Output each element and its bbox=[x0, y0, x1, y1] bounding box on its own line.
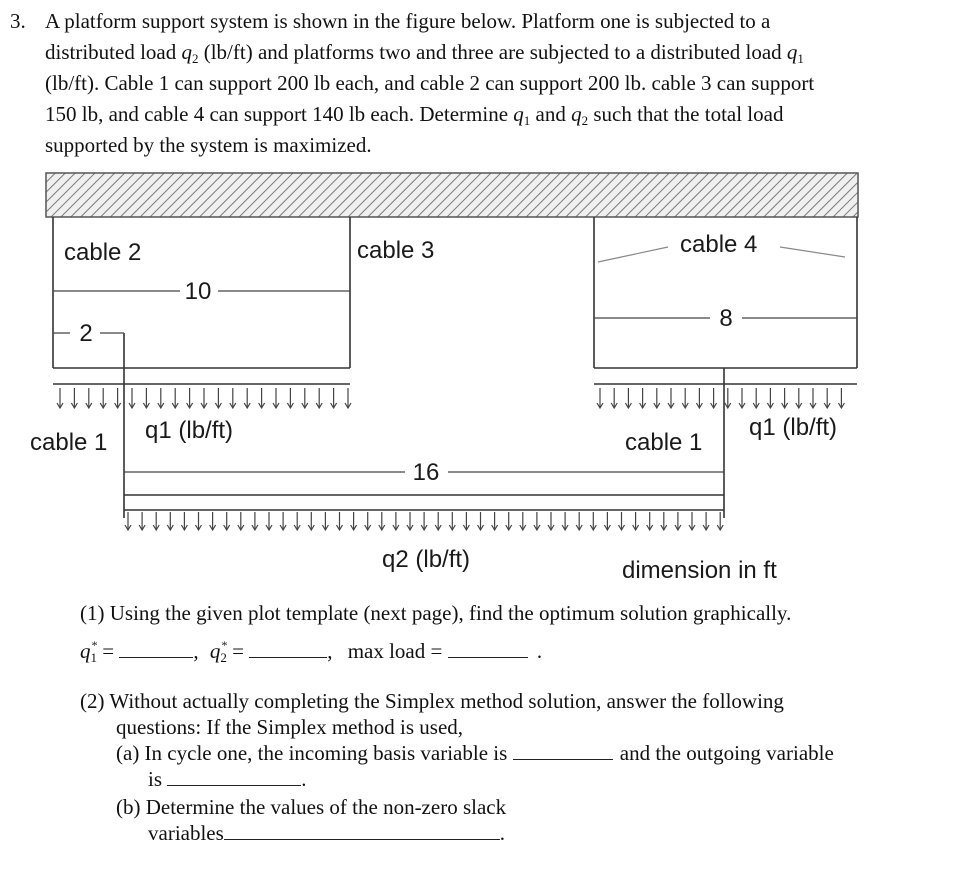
equals-sign: = bbox=[102, 639, 115, 663]
platform-one bbox=[124, 495, 724, 510]
problem-number: 3. bbox=[10, 9, 26, 33]
q2-symbol: $q_2$ bbox=[181, 40, 199, 66]
cable-3-label: cable 3 bbox=[357, 237, 435, 264]
platform-two bbox=[53, 368, 350, 384]
problem-line-4-a: 150 lb, and cable 4 can support 140 lb each. Determine bbox=[45, 102, 509, 126]
problem-line-1: A platform support system is shown in the figure below. Platform one is subjected to a bbox=[45, 9, 771, 33]
problem-line-2-a: distributed load bbox=[45, 40, 177, 64]
q1-symbol: $q_1$ bbox=[786, 40, 804, 66]
part-2-intro-2: questions: If the Simplex method is used, bbox=[116, 715, 464, 739]
part-2b-line-2: variables . bbox=[148, 821, 506, 845]
q2-label: q2 (lb/ft) bbox=[382, 546, 471, 573]
q2-load-arrows-platform-one bbox=[125, 512, 723, 530]
part-1-text: (1) Using the given plot template (next page), find the optimum solution graphically. bbox=[80, 601, 792, 625]
dimension-16-label: 16 bbox=[412, 459, 440, 486]
max-load-answer-blank[interactable] bbox=[448, 639, 528, 658]
q1-symbol: $q_1$ bbox=[513, 102, 531, 128]
incoming-variable-blank[interactable] bbox=[513, 741, 613, 760]
problem-line-2-b: (lb/ft) and platforms two and three are subjected to a distributed load bbox=[203, 40, 782, 64]
cable-4-label: cable 4 bbox=[680, 231, 758, 258]
ceiling-support bbox=[46, 173, 858, 217]
platform-three bbox=[594, 368, 857, 384]
part-2-intro-1: (2) Without actually completing the Simplex method solution, answer the following bbox=[80, 689, 784, 713]
max-load-label: max load = bbox=[347, 639, 443, 663]
q1-load-arrows-platform-three bbox=[597, 388, 844, 408]
q1-left-label: q1 (lb/ft) bbox=[145, 417, 234, 444]
outgoing-variable-blank[interactable] bbox=[167, 767, 301, 786]
slack-variables-blank[interactable] bbox=[224, 821, 500, 840]
problem-line-3: (lb/ft). Cable 1 can support 200 lb each, and cable 2 can support 200 lb. cable 3 can support bbox=[45, 71, 815, 95]
q1-answer-blank[interactable] bbox=[119, 639, 193, 658]
q1-right-label: q1 (lb/ft) bbox=[749, 414, 838, 441]
cable-1-left-label: cable 1 bbox=[30, 429, 108, 456]
q1-star-symbol: $q_1^*$ bbox=[80, 638, 97, 665]
dimension-2-label: 2 bbox=[79, 320, 93, 347]
part-2a-text: (a) In cycle one, the incoming basis variable is bbox=[116, 741, 508, 765]
equals-sign: = bbox=[232, 639, 244, 663]
q1-load-arrows-platform-two bbox=[57, 388, 351, 408]
part-2b-line-1: (b) Determine the values of the non-zero slack bbox=[116, 795, 507, 819]
problem-line-4-and: and bbox=[535, 102, 566, 126]
dimension-10-label: 10 bbox=[184, 278, 212, 305]
q2-star-symbol: $q_2^*$ bbox=[209, 638, 227, 665]
dimension-note: dimension in ft bbox=[622, 557, 777, 584]
part-2a-text-2: and the outgoing variable bbox=[619, 741, 834, 765]
dimension-8-label: 8 bbox=[719, 305, 733, 332]
q2-symbol: $q_2$ bbox=[571, 102, 589, 128]
cable-2-label: cable 2 bbox=[64, 239, 142, 266]
q2-answer-blank[interactable] bbox=[249, 639, 327, 658]
problem-line-5: supported by the system is maximized. bbox=[45, 133, 372, 157]
part-2a-is-line: is . bbox=[148, 767, 307, 791]
cable-1-right-label: cable 1 bbox=[625, 429, 703, 456]
problem-line-4-b: such that the total load bbox=[593, 102, 784, 126]
part-1-answer-line: $q_1^*$ = , $q_2^*$ = , max load = . bbox=[80, 638, 543, 665]
